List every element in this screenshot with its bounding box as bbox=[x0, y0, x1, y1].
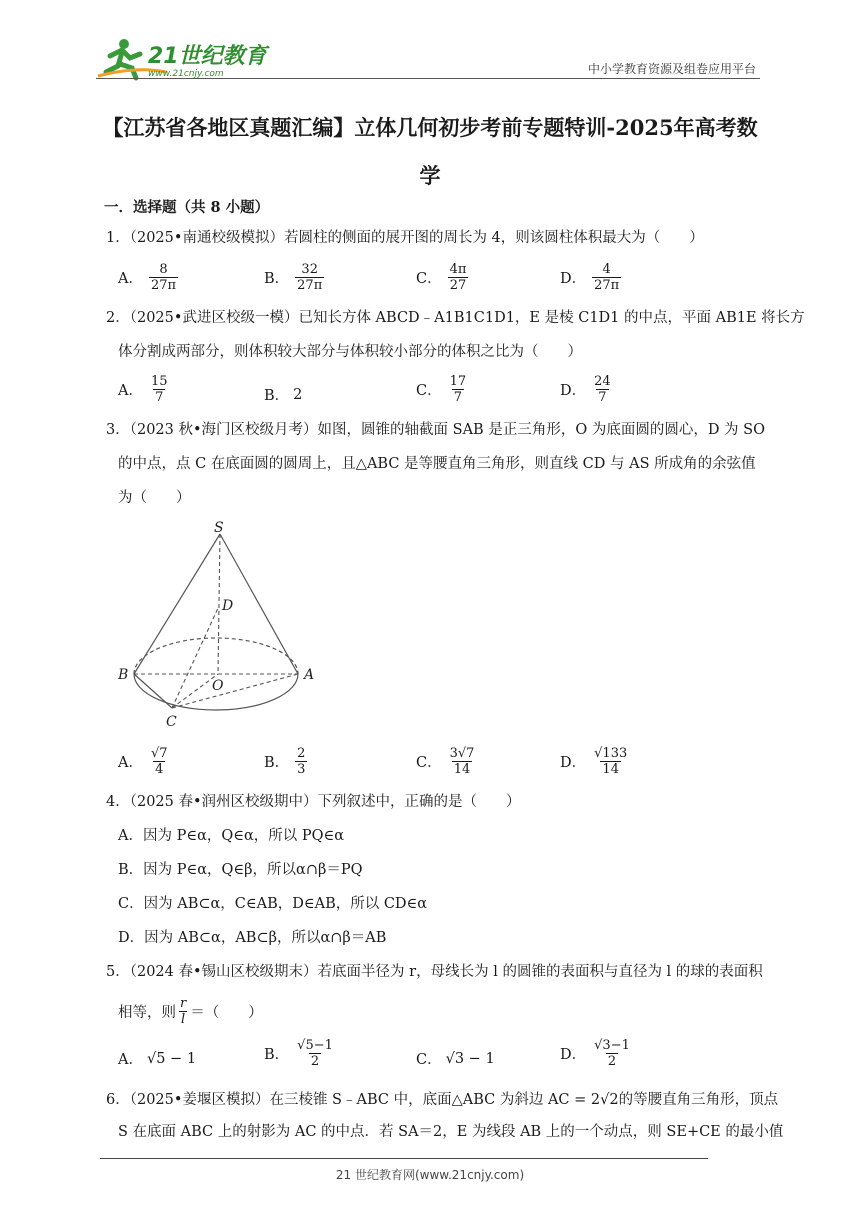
question-source: （2025•南通校级模拟） bbox=[129, 230, 284, 246]
option-d[interactable]: D． $\frac{4}{27\pi}$ bbox=[560, 262, 620, 293]
label-S: S bbox=[214, 520, 224, 536]
label-A: A bbox=[304, 667, 315, 683]
question-text: 如图，圆锥的轴截面 SAB 是正三角形，O 为底面圆的圆心，D 为 SO bbox=[317, 422, 765, 438]
footer-divider bbox=[100, 1158, 708, 1159]
page-title: 【江苏省各地区真题汇编】立体几何初步考前专题特训-2025年高考数学 bbox=[102, 115, 758, 188]
option-a[interactable]: A． $\frac{√7}{4}$ bbox=[118, 746, 168, 777]
option-d[interactable]: D． $\frac{24}{7}$ bbox=[560, 374, 611, 405]
option-b[interactable]: B．因为 P∈α，Q∈β，所以α∩β＝PQ bbox=[118, 862, 363, 878]
label-C: C bbox=[166, 714, 177, 730]
option-b[interactable]: B． $\frac{√5-1}{2}$ bbox=[264, 1038, 333, 1069]
label-D: D bbox=[222, 598, 234, 614]
option-b[interactable]: B． $\frac{32}{27\pi}$ bbox=[264, 262, 323, 293]
question-1 bbox=[106, 228, 766, 248]
label-O: O bbox=[212, 678, 224, 694]
platform-name: 中小学教育资源及组卷应用平台 bbox=[587, 62, 756, 76]
question-text: 若底面半径为 r，母线长为 l 的圆锥的表面积与直径为 l 的球的表面积 bbox=[317, 964, 763, 980]
option-a[interactable]: A． $\frac{8}{27\pi}$ bbox=[118, 262, 177, 293]
question-text: 在三棱锥 S﹣ABC 中，底面△ABC 为斜边 AC = 2√2的等腰直角三角形，顶点 bbox=[269, 1092, 779, 1108]
option-b[interactable]: B． $\frac{2}{3}$ bbox=[264, 746, 306, 777]
section-heading: 一．选择题（共 8 小题） bbox=[104, 199, 270, 216]
label-B: B bbox=[118, 667, 129, 683]
edge-SB bbox=[134, 534, 220, 674]
option-a[interactable]: A．因为 P∈α，Q∈α，所以 PQ∈α bbox=[118, 828, 345, 844]
cone-figure bbox=[116, 520, 316, 730]
question-5: 5．（2024 春•锡山区校级期末）若底面半径为 r，母线长为 l 的圆锥的表面积与直径为 l 的球的表面积 bbox=[106, 964, 763, 980]
question-2-line2: 体分割成两部分，则体积较大部分与体积较小部分的体积之比为（ ） bbox=[118, 344, 582, 360]
option-a[interactable]: A． $\frac{15}{7}$ bbox=[118, 374, 168, 405]
question-5-line2: 相等，则 $\frac{r}{l}$ ＝（ ） bbox=[118, 996, 263, 1027]
option-a[interactable]: A． √5 − 1 bbox=[118, 1050, 197, 1068]
site-logo bbox=[96, 36, 266, 80]
page-footer: 21 世纪教育网(www.21cnjy.com) bbox=[335, 1168, 525, 1182]
option-d[interactable]: D． $\frac{√133}{14}$ bbox=[560, 746, 628, 777]
option-c[interactable]: C．因为 AB⊂α，C∈AB，D∈AB，所以 CD∈α bbox=[118, 896, 428, 912]
option-c[interactable]: C． $\frac{3√7}{14}$ bbox=[416, 746, 475, 777]
segment-CB bbox=[134, 674, 172, 708]
question-text: 下列叙述中，正确的是（ ） bbox=[317, 794, 521, 810]
option-b[interactable]: B． 2 bbox=[264, 386, 303, 404]
question-3-line3: 为（ ） bbox=[118, 490, 191, 506]
option-c[interactable]: C． √3 − 1 bbox=[416, 1050, 495, 1068]
header-divider bbox=[96, 78, 760, 79]
question-3-line2: 的中点，点 C 在底面圆的圆周上，且△ABC 是等腰直角三角形，则直线 CD 与 AS 所成角的余弦值 bbox=[118, 456, 756, 472]
option-c[interactable]: C． $\frac{17}{7}$ bbox=[416, 374, 467, 405]
segment-CA bbox=[172, 674, 298, 708]
runner-logo-icon bbox=[96, 36, 266, 80]
axis-SO bbox=[218, 534, 220, 674]
logo-main-text: 21世纪教育 bbox=[148, 44, 267, 69]
question-2: 2．（2025•武进区校级一模）已知长方体 ABCD﹣A1B1C1D1，E 是棱 C1D1 的中点，平面 AB1E 将长方 bbox=[106, 310, 805, 326]
question-4: 4．（2025 春•润州区校级期中）下列叙述中，正确的是（ ） bbox=[106, 794, 521, 810]
question-text: 若圆柱的侧面的展开图的周长为 4，则该圆柱体积最大为（ ） bbox=[283, 230, 704, 246]
logo-url-text: www.21cnjy.com bbox=[148, 69, 224, 79]
base-back-arc bbox=[134, 638, 298, 674]
option-c[interactable]: C． $\frac{4\pi}{27}$ bbox=[416, 262, 467, 293]
question-text: 已知长方体 ABCD﹣A1B1C1D1，E 是棱 C1D1 的中点，平面 AB1E 将长方 bbox=[298, 310, 805, 326]
question-3: 3．（2023 秋•海门区校级月考）如图，圆锥的轴截面 SAB 是正三角形，O 为底面圆的圆心，D 为 SO bbox=[106, 422, 765, 438]
question-6: 6．（2025•姜堰区模拟）在三棱锥 S﹣ABC 中，底面△ABC 为斜边 AC = 2√2的等腰直角三角形，顶点 bbox=[106, 1092, 779, 1108]
option-d[interactable]: D． $\frac{√3-1}{2}$ bbox=[560, 1038, 630, 1069]
question-6-line2: S 在底面 ABC 上的射影为 AC 的中点．若 SA＝2，E 为线段 AB 上的一个动点，则 SE+CE 的最小值 bbox=[118, 1124, 784, 1140]
option-d[interactable]: D．因为 AB⊂α，AB⊂β，所以α∩β＝AB bbox=[118, 930, 387, 946]
question-number: 1． bbox=[106, 230, 130, 246]
